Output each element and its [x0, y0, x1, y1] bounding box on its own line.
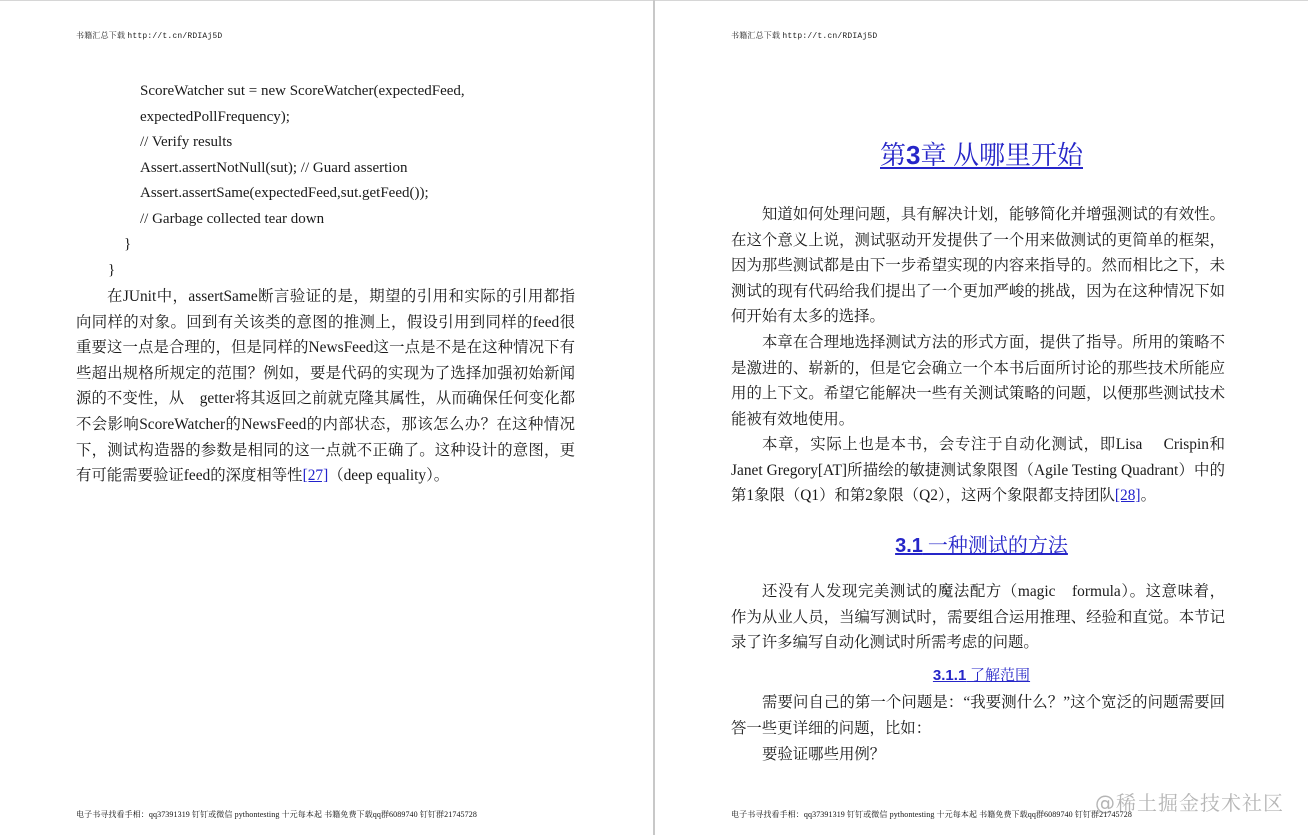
body-paragraph: 需要问自己的第一个问题是：“我要测什么？”这个宽泛的问题需要回答一些更详细的问题，比如： — [731, 694, 1225, 737]
page-footer: 电子书寻找看手相：qq37391319 钉钉或微信 pythontesting 十元每本起 书籍免费下载qq群6089740 钉钉群21745728 — [731, 810, 1132, 819]
subsection-title-text: 了解范围 — [966, 668, 1031, 684]
code-line: ScoreWatcher sut = new ScoreWatcher(expectedFeed, — [140, 83, 465, 99]
paragraph-text: 本章，实际上也是本书，会专注于自动化测试，即Lisa Crispin和Janet Gregory[AT]所描绘的敏捷测试象限图（Agile Testing Quadrant）中的第1象限（Q1）和第2象限（Q2），这两个象限都支持团队 — [731, 436, 1225, 505]
chapter-title-text: 章 从哪里开始 — [920, 141, 1083, 170]
header-text: 书籍汇总下载 — [76, 31, 126, 40]
chapter-title-link[interactable] — [655, 135, 1308, 172]
subsection-title-link[interactable] — [655, 664, 1308, 685]
code-line: Assert.assertSame(expectedFeed,sut.getFeed()); — [140, 185, 429, 201]
chapter-prefix: 第 — [880, 141, 907, 170]
body-paragraph: 本章在合理地选择测试方法的形式方面，提供了指导。所用的策略不是激进的、崭新的，但是它会确立一个本书后面所讨论的那些技术所能应用的上下文。希望它能解决一些有关测试策略的问题，以便那些测试技术能被有效地使用。 — [731, 334, 1225, 428]
body-paragraph — [76, 284, 575, 489]
chapter-number: 3 — [906, 140, 921, 170]
paragraph-text: （deep equality）。 — [328, 467, 450, 485]
body-paragraph: 知道如何处理问题，具有解决计划，能够简化并增强测试的有效性。在这个意义上说，测试驱动开发提供了一个用来做测试的更简单的框架，因为那些测试都是由下一步希望实现的内容来指导的。然而相比之下，未测试的现有代码给我们提出了一个更加严峻的挑战，因为在这种情况下如何开始有太多的选择。 — [731, 206, 1225, 326]
section-title-text: 一种测试的方法 — [922, 535, 1068, 557]
body-paragraph — [731, 432, 1225, 509]
page-header — [731, 30, 877, 41]
paragraph-text: 。 — [1140, 487, 1156, 505]
subsection-number: 3.1.1 — [932, 667, 967, 684]
pdf-page-left — [0, 1, 653, 835]
code-line: // Garbage collected tear down — [140, 210, 325, 227]
page-header — [76, 30, 222, 41]
code-close-brace-inner: } — [124, 236, 132, 252]
section-number: 3.1 — [895, 535, 923, 557]
page-footer: 电子书寻找看手相：qq37391319 钉钉或微信 pythontesting 十元每本起 书籍免费下载qq群6089740 钉钉群21745728 — [76, 810, 477, 819]
footnote-link-28[interactable]: [28] — [1114, 487, 1141, 505]
header-url: http://t.cn/RDIAj5D — [782, 32, 878, 41]
code-line: Assert.assertNotNull(sut); // Guard assertion — [140, 159, 408, 176]
section-title-link[interactable] — [655, 529, 1308, 558]
body-paragraph: 要验证哪些用例？ — [762, 746, 886, 763]
code-close-brace-outer: } — [108, 262, 116, 278]
body-paragraph: 还没有人发现完美测试的魔法配方（magic formula）。这意味着，作为从业人员，当编写测试时，需要组合运用推理、经验和直觉。本节记录了许多编写自动化测试时所需考虑的问题。 — [731, 583, 1225, 652]
pdf-page-right — [655, 1, 1308, 835]
code-line: // Verify results — [140, 134, 233, 150]
header-url: http://t.cn/RDIAj5D — [127, 32, 223, 41]
code-block — [140, 79, 465, 232]
paragraph-text: 在JUnit中，assertSame断言验证的是，期望的引用和实际的引用都指向同样的对象。回到有关该类的意图的推测上，假设引用到同样的feed很重要这一点是合理的，但是同样的NewsFeed这一点是不是在这种情况下有些超出规格所规定的范围？例如，要是代码的实现为了选择加强初始新闻源的不变性，从 getter将其返回之前就克隆其属性，从而确保任何变化都不会影响ScoreWatcher的NewsFeed的内部状态，那该怎么办？在这种情况下，测试构造器的参数是相同的这一点就不正确了。这种设计的意图，更有可能需要验证feed的深度相等性 — [76, 288, 575, 485]
code-line: expectedPollFrequency); — [140, 108, 290, 125]
watermark: @稀土掘金技术社区 — [1095, 791, 1284, 815]
footnote-link-27[interactable]: [27] — [302, 467, 329, 485]
header-text: 书籍汇总下载 — [731, 31, 781, 40]
